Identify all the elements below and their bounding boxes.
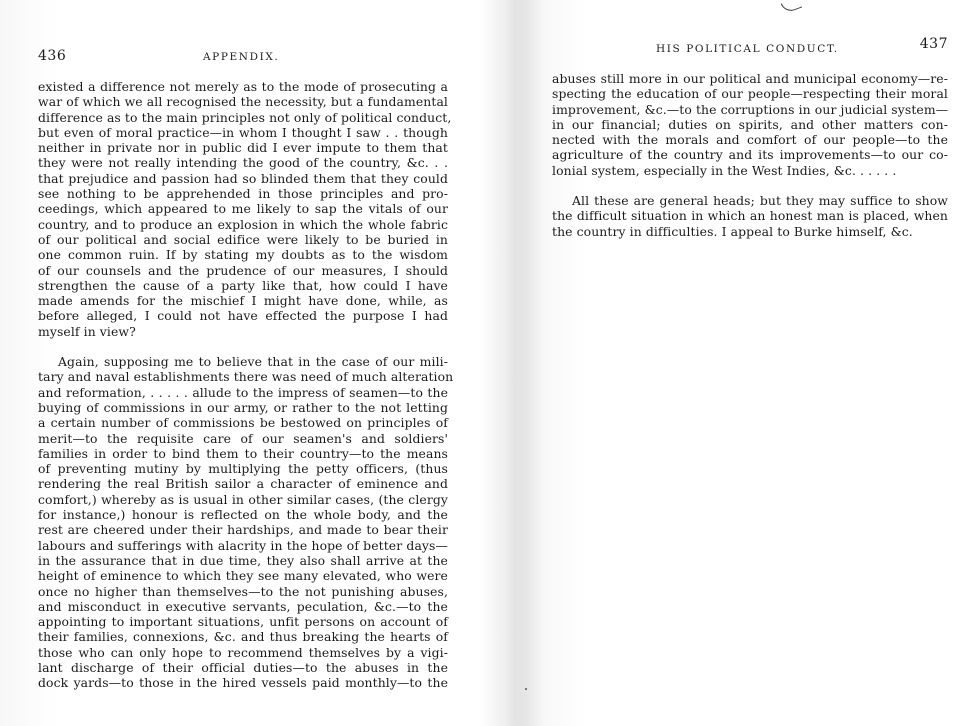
right-page-header (552, 36, 948, 58)
text-line: and reformation, . . . . . allude to the impress of seamen—to the (38, 384, 448, 400)
running-head: APPENDIX. (203, 51, 280, 63)
text-line: lonial system, especially in the West Indies, &c. . . . . . (552, 162, 897, 178)
text-line: that prejudice and passion had so blinded them that they could (38, 170, 448, 186)
text-line: before alleged, I could not have effected the purpose I had (38, 308, 448, 324)
paragraph (38, 79, 452, 339)
text-line: in our financial; duties on spirits, and other matters con- (552, 116, 948, 132)
gutter-shadow (505, 0, 545, 726)
text-line: a certain number of commissions be bestowed on principles of (38, 415, 448, 431)
text-line: merit—to the requisite care of our seamen's and soldiers' (38, 430, 448, 446)
text-line: strengthen the cause of a party like that, how could I have (38, 277, 448, 293)
text-line: made amends for the mischief I might have done, while, as (38, 293, 448, 309)
page-number: 437 (919, 36, 948, 52)
text-line: specting the education of our people—respecting their moral (552, 86, 948, 102)
text-line: All these are general heads; but they may suffice to show (572, 193, 948, 209)
text-line: war of which we all recognised the necessity, but a fundamental (38, 94, 448, 110)
text-line: they were not really intending the good of the country, &c. . . (38, 155, 448, 171)
text-line: one common ruin. If by stating my doubts as to the wisdom (38, 247, 448, 263)
text-line: agriculture of the country and its improvements—to our co- (552, 147, 948, 163)
scan-speck (525, 688, 527, 690)
paragraph (38, 354, 454, 691)
paragraph (552, 193, 948, 239)
paragraph (552, 71, 948, 178)
text-line: tary and naval establishments there was need of much alteration (38, 369, 454, 385)
text-line: dock yards—to those in the hired vessels paid monthly—to the (38, 675, 448, 691)
text-line: buying of commissions in our army, or rather to the not letting (38, 399, 448, 415)
scan-mark (781, 0, 803, 14)
text-line: once no higher than themselves—to the not punishing abuses, (38, 583, 448, 599)
text-line: but even of moral practice—in whom I thought I saw . . though (38, 124, 448, 140)
text-line: of our political and social edifice were likely to be buried in (38, 231, 448, 247)
text-line: myself in view? (38, 323, 136, 339)
running-head: HIS POLITICAL CONDUCT. (656, 43, 839, 55)
text-line: labours and sufferings with alacrity in the hope of better days— (38, 537, 448, 553)
text-line: neither in private nor in public did I ever impute to them that (38, 140, 448, 156)
text-line: appointing to important situations, unfit persons on account of (38, 614, 448, 630)
text-line: in the assurance that in due time, they also shall arrive at the (38, 552, 448, 568)
text-line: Again, supposing me to believe that in the case of our mili- (58, 354, 448, 370)
text-line: and misconduct in executive servants, peculation, &c.—to the (38, 598, 448, 614)
text-line: comfort,) whereby as is usual in other similar cases, (the clergy (38, 491, 448, 507)
text-line: the difficult situation in which an honest man is placed, when (552, 208, 948, 224)
text-line: height of eminence to which they see many elevated, who were (38, 568, 448, 584)
text-line: families in order to bind them to their country—to the means (38, 445, 448, 461)
right-page (552, 36, 948, 239)
text-line: difference as to the main principles not only of political conduct, (38, 109, 452, 125)
text-line: improvement, &c.—to the corruptions in our judicial system— (552, 101, 949, 117)
text-line: nected with the morals and comfort of our people—to the (552, 132, 948, 148)
text-line: their families, connexions, &c. and thus breaking the hearts of (38, 629, 448, 645)
text-line: existed a difference not merely as to the mode of prosecuting a (38, 79, 448, 94)
text-line: those who can only hope to recommend themselves by a vigi- (38, 644, 448, 660)
text-line: ceedings, which appeared to me likely to sap the vitals of our (38, 201, 448, 217)
page-number: 436 (38, 48, 67, 64)
text-line: abuses still more in our political and municipal economy—re- (552, 71, 948, 86)
text-line: rest are cheered under their hardships, and made to bear their (38, 522, 448, 538)
text-line: rendering the real British sailor a character of eminence and (38, 476, 448, 492)
text-line: of our counsels and the prudence of our measures, I should (38, 262, 448, 278)
text-line: lant discharge of their official duties—to the abuses in the (38, 659, 448, 675)
text-line: the country in difficulties. I appeal to Burke himself, &c. (552, 223, 913, 239)
left-page-header (38, 48, 448, 70)
text-line: see nothing to be apprehended in those principles and pro- (38, 186, 448, 202)
text-line: for instance,) honour is reflected on the whole body, and the (38, 507, 448, 523)
left-page (38, 48, 454, 691)
text-line: of preventing mutiny by multiplying the petty officers, (thus (38, 461, 448, 477)
text-line: country, and to produce an explosion in which the whole fabric (38, 216, 448, 232)
